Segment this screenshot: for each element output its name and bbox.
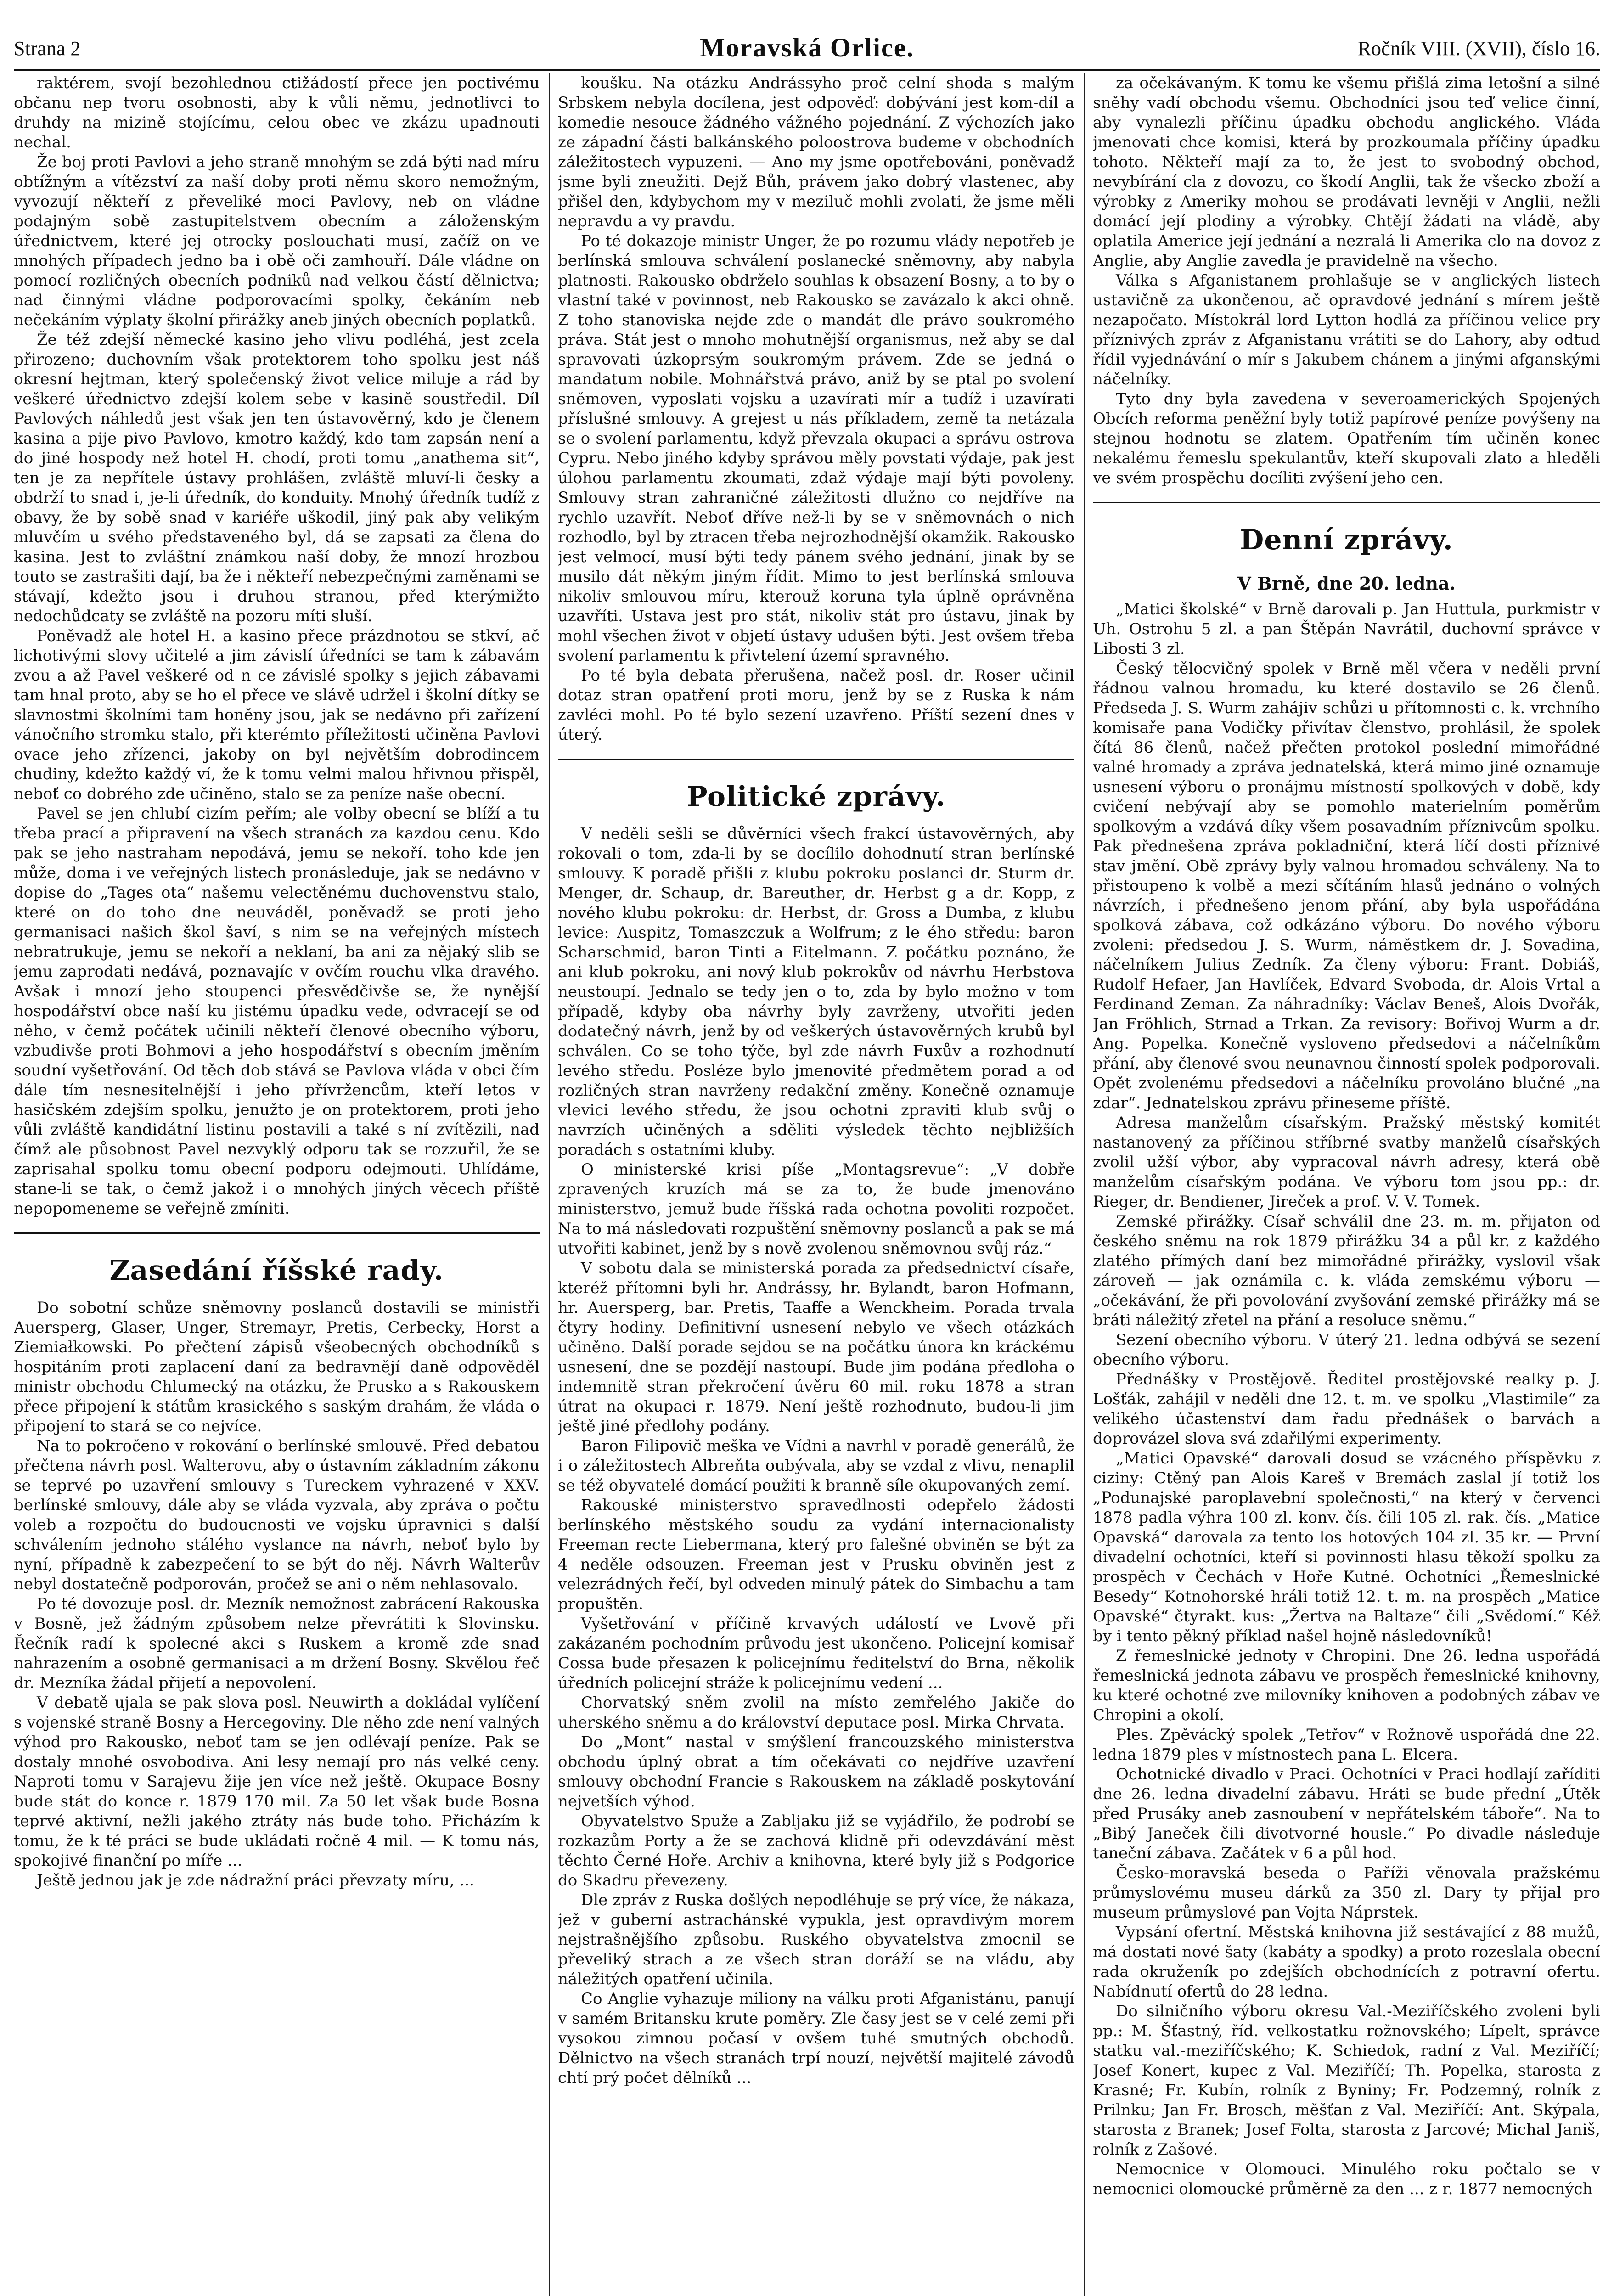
col2-section-paragraph: Baron Filipovič meška ve Vídni a navrhl v poradě generálů, že i o záležitostech Albreňta oubývala, aby se vzdal z vlivu, nenaplil se též obyvatelé domácí použiti k branně síle okupovaných zemí. bbox=[558, 1437, 1074, 1495]
col2-section-paragraph: Obyvatelstvo Spuže a Zabljaku již se vyjádřilo, že podrobí se rozkazům Porty a že se zachová klidně při odevzdávání měst těchto Černé Hoře. Archiv a knihovna, které byly již s Podgorice do Skadru převezeny. bbox=[558, 1812, 1074, 1890]
col2-section-paragraph: Co Anglie vyhazuje miliony na válku proti Afganistánu, panují v samém Britansku krute poměry. Zle časy jest se v celé zemi při vysokou zimnou počasí v ovšem tuhé smutných obchodů. Dělnictvo na všech stranách trpí nouzí, největší majitelé závodů chtí prý počet dělníků ... bbox=[558, 1990, 1074, 2087]
column-1 bbox=[14, 73, 540, 2296]
col2-section-paragraph: O ministerské krisi píše „Montagsrevue“: „V dobře zpravených kruzích má se za to, že bude jmenováno ministerstvo, jemuž bude říšská rada ochotna povoliti rozpočet. Na to má následovati rozpuštění sněmovny poslanců a pak se má utvořiti kabinet, jenž by s nově zvolenou sněmovnou svůj ráz.“ bbox=[558, 1160, 1074, 1258]
masthead-title: Moravská Orlice. bbox=[700, 33, 914, 62]
section-heading-rada: Zasedání říšské rady. bbox=[109, 1255, 444, 1287]
col3-section-paragraph: Český tělocvičný spolek v Brně měl včera v neděli první řádnou valnou hromadu, ku které dostavilo se 26 členů. Předseda J. S. Wurm zahájiv schůzi u přítomnosti c. k. vrchního komisaře pana Vodičky přivítav členstvo, prohlásil, že spolek čítá 86 členů, načež přečten protokol poslední mimořádné valné hromady a zpráva jednatelská, která mimo jiné oznamuje usnesení výboru o pronájmu místností spolkových v době, kdy cvičení nebývají aby se pomohlo materielním poměrům spolkovým a vzdává díky všem posavadním příznivcům spolku. Pak přednešena zpráva pokladniční, která líčí dosti příznivé stav jmění. Obě zprávy byly valnou hromadou schváleny. Na to přistoupeno k volbě a mezi sčítáním hlasů jednáno o volných návrzích, i přednešeno jenom přání, aby byla uspořádána spolková zábava, což odkázáno výboru. Do nového výboru zvoleni: předsedou J. S. Wurm, náměstkem dr. J. Sovadina, náčelníkem Julius Zedník. Za členy výboru: Frant. Dobiáš, Rudolf Hefaer, Jan Havlíček, Edvard Svoboda, dr. Alois Vrtal a Ferdinand Zeman. Za náhradníky: Václav Beneš, Alois Dvořák, Jan Fröhlich, Strnad a Trkan. Za revisory: Bořivoj Wurm a dr. Ang. Popelka. Konečně vysloveno předsedovi a náčelníkům přání, aby členové svou neunavnou činností spolek podporovali. Opět zvolenému předsedovi a náčelníku provoláno blučné „na zdar“. Jednatelskou zprávu přineseme příště. bbox=[1093, 659, 1600, 1112]
section-heading-politicke: Politické zprávy. bbox=[686, 781, 946, 813]
col3-section-paragraph: Vypsání ofertní. Městská knihovna již sestávající z 88 mužů, má dostati nové šaty (kabáty a spodky) a proto rozeslala obecní rada okruženík po zdejších obchodnících z potravní ofertu. Nabídnutí ofertů do 28 ledna. bbox=[1093, 1923, 1600, 2001]
column-rule-2 bbox=[1084, 73, 1085, 2296]
section-divider bbox=[1093, 502, 1600, 503]
col3-section-paragraph: Přednášky v Prostějově. Ředitel prostějovské realky p. J. Lošťák, zahájil v neděli dne 12. t. m. ve spolku „Vlastimile“ za velikého účastenství dam řadu přednášek o barvách a doprovázel slova svá zdařilými experimenty. bbox=[1093, 1370, 1600, 1448]
col1-paragraph: Že boj proti Pavlovi a jeho straně mnohým se zdá býti nad míru obtížným a vítězství za naší doby proti němu skoro nemožným, vyvozují někteří z převeliké moci Pavlovy, neb on vládne podajným sobě zastupitelstvem obecním a záloženským úřednictvem, které jej otrocky poslouchati musí, začíž on ve mnohých případech jedno ba i obě oči zamhouří. Dále vládne on pomocí rozličných obecních podniků nad velkou částí dělnictva; nad činnými vládne podporovacími spolky, čekáním neb nečekáním výplaty školní přirážky aneb jiných obecních poplatků. bbox=[14, 153, 540, 329]
col3-section-paragraph: „Matici školské“ v Brně darovali p. Jan Huttula, purkmistr v Uh. Ostrohu 5 zl. a pan Štěpán Navrátil, duchovní správce v Libosti 3 zl. bbox=[1093, 600, 1600, 658]
column-3 bbox=[1093, 73, 1600, 2296]
page-header bbox=[14, 18, 1600, 71]
col1-section-paragraph: Na to pokročeno v rokování o berlínské smlouvě. Před debatou přečtena návrh posl. Walterovu, aby o ústavním základním zákonu se teprvé po uzavření smlouvy s Tureckem vyhrazené v XXV. berlínské smlouvy, dále aby se vláda vyzvala, aby zpráva o počtu voleb a rozpočtu do budoucnosti ve vojsku úpravnici s další schválením jednoho stálého vyslance na návrh, neboť bylo by nyní, případně k zabezpečení to se být do něj. Návrh Walterův nebyl dostatečně podporován, pročež se ani o něm nehlasovalo. bbox=[14, 1437, 540, 1593]
col3-section-paragraph: Sezení obecního výboru. V úterý 21. ledna odbývá se sezení obecního výboru. bbox=[1093, 1331, 1600, 1369]
col3-section-paragraph: Zemské přirážky. Císař schválil dne 23. m. m. přijaton od českého sněmu na rok 1879 přirážku 34 a půl kr. z každého zlatého přímých daní bez mimořádné přirážky, vyslovil však zároveň — jak oznámila c. k. vláda zemskému výboru — „očekávání, že při povolování zvyšování zemské přirážky má se bráti náležitý zřetel na přání a resoluce sněmu.“ bbox=[1093, 1212, 1600, 1329]
col1-paragraph: Pavel se jen chlubí cizím peřím; ale volby obecní se blíží a tu třeba prací a připravení na všech stranách za kazdou cenu. Kdo pak se jeho nastraham nepodává, jemu se nekoří. toho kde jen může, doma i ve veřejných listech pronásleduje, jak se nedávno v dopise do „Tages ota“ našemu velectěnému duchovenstvu stalo, které on do toho dne neuváděl, poněvadž se proti jeho germanisaci našich škol šaví, s nim se na veřejných místech nebratrukuje, jemu se nekoří a neklaní, ba ani za nějaký slib se jemu zaprodati nedává, poznavajíc v ovčím rouchu vlka dravého. Avšak i mnozí jeho stoupenci přesvědčivše se, že nynější hospodářství obce naší ku jistému úpadku vede, odvracejí se od něho, v čemž počátek učinili někteří členové obecního výboru, vzbudivše proti Bohmovi a jeho hospodářství s obecním jměním soudní vyšetřování. Od těch dob stává se Pavlova vláda v obci čím dále tím nesnesitelnější i jeho přívržencům, kteří letos v hasičském zdejším spolku, jenužto je on protektorem, proti jeho vůli zvláště kandidátní listinu postavili a také s ní zvítězili, nad čímž ale působnost Pavel nezvyklý odporu tak se rozzuřil, že se zaprisahal spolku tomu obecní podporu odejmouti. Uhlídáme, stane-li se tak, o čemž jakož i o mnohých jiných věcech příště nepopomeneme se veřejně zmíniti. bbox=[14, 805, 540, 1218]
col3-section-paragraph: „Matici Opavské“ darovali dosud se vzácného příspěvku z ciziny: Ctěný pan Alois Kareš v Bremách zaslal jí totiž los „Podunajské paroplavební společnosti,“ na který v červenci 1878 padla výhra 100 zl. konv. čís. čili 105 zl. rak. čís. „Matice Opavská“ darovala za tento los hotových 104 zl. 35 kr. — První divadelní ochotníci, kteří si povinnosti hlasu těkoží spolku za prospěch v Čechách v Hoře Kutné. Ochotníci „Řemeslnické Besedy“ Kotnohorské hráli totiž 12. t. m. na prospěch „Matice Opavské“ čtyrakt. kus: „Žertva na Baltaze“ čili „Svědomí.“ Kéž by i tento pěkný příklad našel hojně následovníků! bbox=[1093, 1449, 1600, 1645]
col1-paragraph: Poněvadž ale hotel H. a kasino přece prázdnotou se stkví, ač lichotivými slovy učitelé a jim závislí úředníci se tam k zábavám zvou a až Pavel veškeré od n ce závislé spolky s jejich zábavami tam hnal proto, aby se ho el přece ve slávě udržel i školní dítky se slavnostmi školními tam honěny jsou, jak se nedávno při zařízení vánočního stromku stalo, při kterémto příležitosti učiněna Pavlovi ovace jeho zřízenci, jakoby on byl největším dobrodincem chudiny, kdežto každý ví, že k tomu velmi malou hřivnou přispěl, neboť co dobrého zde učiněno, stalo se za peníze naše obecní. bbox=[14, 627, 540, 803]
section-divider bbox=[558, 759, 1074, 760]
col1-section-paragraph: Po té dovozuje posl. dr. Mezník nemožnost zabrácení Rakouska v Bosně, jež žádným způsobem nelze převrátiti k Slovinsku. Řečník radí k spolecné akci s Ruskem a kromě zde snad nahrazením a osobně germanisaci a m držení Bosny. Skvělou řeč dr. Mezníka žádal přijetí a nepovolení. bbox=[14, 1595, 540, 1692]
col1-paragraph: raktérem, svojí bezohlednou ctižádostí přece jen poctivému občanu nep tvoru osobnosti, aby k vůli němu, jednotlivci to druhdy na mizině stojícímu, celou obec ve zkázu upadnouti nechal. bbox=[14, 74, 540, 152]
column-rule-1 bbox=[549, 73, 550, 2296]
col2-paragraph: koušku. Na otázku Andrássyho proč celní shoda s malým Srbskem nebyla docílena, jest odpověď: dobývání jest kom-díl a komedie nesouce žádného vážného pojednání. Z výchozích jako ze západní části balkánského poloostrova budeme v obchodních záležitostech vypuzeni. — Ano my jsme opotřebováni, poněvadž jsme byli zneužiti. Dejž Bůh, právem jako dobrý vlastenec, aby přišel den, kdybychom my v meziluč mohli zvolati, že jsme měli nepravdu a vy pravdu. bbox=[558, 74, 1074, 231]
col3-section-paragraph: Česko-moravská beseda o Paříži věnovala pražskému průmyslovému museu dárků za 350 zl. Dary ty přijal pro museum průmyslové pan Vojta Náprstek. bbox=[1093, 1864, 1600, 1922]
col2-section-paragraph: Chorvatský sněm zvolil na místo zemřelého Jakiče do uherského sněmu a do království deputace posl. Mirka Chrvata. bbox=[558, 1694, 1074, 1732]
section-divider bbox=[14, 1232, 540, 1234]
col3-paragraph: za očekávaným. K tomu ke všemu přišlá zima letošní a silné sněhy vadí obchodu všemu. Obchodníci jsou teď velice činní, aby vynalezli příčinu úpadku obchodu anglického. Vláda jmenovati chce komisi, která by prozkoumala příčiny úpadku tohoto. Někteří mají za to, že jest to svobodný obchod, nevybírání cla z dovozu, co škodí Anglii, tak že všecko zboží a výrobky z Ameriky mohou se prodávati levněji v Anglii, nežli domácí její plodiny a výrobky. Chtějí žádati na vládě, aby oplatila Americe její jednání a nezralá li Amerika clo na dovoz z Anglie, aby Anglie zavedla je pravidelně na všecho. bbox=[1093, 74, 1600, 270]
col3-section-paragraph: Adresa manželům císařským. Pražský městský komitét nastanovený za příčinou stříbrné svatby manželů císařských zvolil užší výbor, aby vypracoval návrh adresy, která obě manželům císařským podána. Ve výboru tom jsou pp.: dr. Rieger, dr. Bendiener, Jireček a prof. V. V. Tomek. bbox=[1093, 1114, 1600, 1211]
column-2 bbox=[558, 73, 1074, 2296]
page-number: Strana 2 bbox=[14, 37, 81, 60]
col2-paragraph: Po té byla debata přerušena, načež posl. dr. Roser učinil dotaz stran opatření proti moru, jenž by se z Ruska k nám zavléci mohl. Po té bylo sezení uzavřeno. Příští sezení dnes v úterý. bbox=[558, 666, 1074, 744]
col1-section-paragraph: Do sobotní schůze sněmovny poslanců dostavili se ministři Auersperg, Glaser, Unger, Stremayr, Pretis, Cerbecky, Horst a Ziemiałkowski. Po přečtení zápisů všeobecných obchodníků s hospitáním proti zaplacení daní za bedravnějí daně odpověděl ministr obchodu Chlumecký na otázku, že Prusko a s Rakouskem přece připojení k státům krasického s saským drahám, že vláda o připojení to stará se co nejvíce. bbox=[14, 1299, 540, 1435]
col3-paragraph: Válka s Afganistanem prohlašuje se v anglických listech ustavičně za ukončenou, ač opravdové jednání s mírem ještě nezapočato. Místokrál lord Lytton hodlá za příčinou velice pry příznivých zpráv z Afganistanu vrátiti se do Lahory, aby odtud řídil vyjednávání o mír s Jakubem chánem a jinými afganskými náčelníky. bbox=[1093, 271, 1600, 388]
dateline: V Brně, dne 20. ledna. bbox=[1237, 573, 1456, 594]
issue-info: Ročník VIII. (XVII), číslo 16. bbox=[1357, 37, 1600, 60]
col3-section-paragraph: Do silničního výboru okresu Val.-Meziříčského zvoleni byli pp.: M. Šťastný, říd. velkostatku rožnovského; Lípelt, správce statku val.-meziříčského; K. Schiedok, radní z Val. Meziříčí; Josef Konert, kupec z Val. Meziříčí; Th. Popelka, starosta z Krasné; Fr. Kubín, rolník z Byniny; Fr. Podzemný, rolník z Prilnku; Jan Fr. Brosch, měšťan z Val. Meziříčí: Ant. Skýpala, starosta z Branek; Josef Folta, starosta z Jarcové; Michal Janiš, rolník z Zašové. bbox=[1093, 2002, 1600, 2159]
col2-section-paragraph: Do „Mont“ nastal v smýšlení francouzského ministerstva obchodu úplný obrat a tím očekávati co nejdříve uzavření smlouvy obchodní Francie s Rakouskem na základě poskytování nejvetších výhod. bbox=[558, 1733, 1074, 1811]
col2-section-paragraph: Rakouské ministerstvo spravedlnosti odepřelo žádosti berlínského městského soudu za vydání internacionalisty Freeman recte Liebermana, který pro falešné obviněn se být za 4 neděle odsouzen. Freeman jest v Prusku obviněn jest z velezrádných řečí, byl odveden minulý pátek do Simbachu a tam propuštěn. bbox=[558, 1496, 1074, 1613]
col2-section-paragraph: Dle zpráv z Ruska došlých nepodléhuje se prý více, že nákaza, jež v guberní astrachánské vypukla, jest opravdivým morem nejstrašnějšího způsobu. Ruského obyvatelstva zmocnil se převeliký strach a ze všech stran doráží se na vládu, aby náležitých opatření učinila. bbox=[558, 1891, 1074, 1988]
col2-section-paragraph: V neděli sešli se důvěrníci všech frakcí ústavověrných, aby rokovali o tom, zda-li by se docílilo dohodnutí stran berlínské smlouvy. K poradě přišli z klubu pokroku poslanci dr. Sturm dr. Menger, dr. Schaup, dr. Bareuther, dr. Herbst g a dr. Kopp, z nového klubu pokroku: dr. Herbst, dr. Gross a Dumba, z klubu levice: Auspitz, Tomaszczuk a Wolfrum; z le ého středu: baron Scharschmid, baron Tinti a Eitelmann. Z počátku poznáno, že ani klub pokroku, ani nový klub pokrokův od návrhu Herbstova neustoupí. Jednalo se tedy jen o to, zda by bylo možno v tom případě, kdyby oba návrhy byly zavrženy, utvořiti jeden dodatečný návrh, jenž by od veškerých ústavověrných krubů byl schválen. Co se toho týče, byl zde návrh Fuxův a rozhodnutí levého středu. Posléze bylo jmenovité předmětem porad a od rozličných stran navrženy redakční změny. Konečně oznamuje vlevici levého středu, že jsou ochotni zpraviti klub svůj o navrzích učiněných a sděliti výsledek těchto nejbližších poradách s ostatními kluby. bbox=[558, 825, 1074, 1159]
col1-section-paragraph: Ještě jednou jak je zde nádražní práci převzaty míru, ... bbox=[37, 1871, 475, 1890]
col3-paragraph: Tyto dny byla zavedena v severoamerických Spojených Obcích reforma peněžní byly totiž papírové peníze povýšeny na stejnou hodnotu se zlatem. Opatřením tím učiněn konec nekalému řemeslu spekulantův, kteří skupovali zlato a hleděli ve svém prospěchu docíliti zvýšení jeho cen. bbox=[1093, 390, 1600, 487]
col3-section-paragraph: Nemocnice v Olomouci. Minulého roku počtalo se v nemocnici olomoucké průměrně za den ... z r. 1877 nemocných bbox=[1093, 2160, 1600, 2198]
col3-section-paragraph: Ples. Zpěvácký spolek „Tetřov“ v Rožnově uspořádá dne 22. ledna 1879 ples v místnostech pana L. Elcera. bbox=[1093, 1726, 1600, 1764]
col2-section-paragraph: V sobotu dala se ministerská porada za předsednictví císaře, kteréž přítomni byli hr. Andrássy, hr. Bylandt, baron Hofmann, hr. Auersperg, bar. Pretis, Taaffe a Wenckheim. Porada trvala čtyry hodiny. Definitivní usnesení nebylo ve všech otázkách učiněno. Další porade sejdou se na počátku února kn kráckému usnesení, dne se pozdějí nastoupí. Bude jim podána předloha o indemnitě stran překročení úvěru 60 mil. roku 1878 a stran útrat na okupaci r. 1879. Není ještě rozhodnuto, budou-li jim ještě jiné předlohy podány. bbox=[558, 1259, 1074, 1435]
col3-section-paragraph: Z řemeslnické jednoty v Chropini. Dne 26. ledna uspořádá řemeslnická jednota zábavu ve prospěch řemeslnické knihovny, ku které ochotné zve milovníky knihoven a podobných zábav ve Chropini a okolí. bbox=[1093, 1647, 1600, 1724]
col3-section-paragraph: Ochotnické divadlo v Praci. Ochotníci v Praci hodlají zaříditi dne 26. ledna divadelní zábavu. Hráti se bude přední „Útěk před Prusáky aneb zasnoubení v nepřátelském táboře“. Na to „Bibý Janeček čili divotvorné housle.“ Po divadle následuje taneční zábava. Začátek v 6 a půl hod. bbox=[1093, 1765, 1600, 1863]
col2-section-paragraph: Vyšetřování v příčině krvavých událostí ve Lvově při zakázaném pochodním průvodu jest ukončeno. Policejní komisař Cossa bude přesazen k policejnímu ředitelství do Brna, několik úředních policejní stráže k policejnímu vedení ... bbox=[558, 1615, 1074, 1692]
newspaper-page bbox=[14, 0, 1600, 2296]
col1-section-paragraph: V debatě ujala se pak slova posl. Neuwirth a dokládal vylíčení s vojenské straně Bosny a Hercegoviny. Dle něho zde není valných výhod pro Rakousko, neboť tam se jen odlévají peníze. Pak se dostaly mnohé osvobodiva. Ani lesy nemají pro nás velké ceny. Naproti tomu v Sarajevu žije jen více než ještě. Okupace Bosny bude stát do konce r. 1879 170 mil. Za 50 let však bude Bosna teprvé aktivní, nežli jakého ztráty nás bude toho. Přicházím k tomu, že k té práci se bude ukládati ročně 4 mil. — K tomu nás, spokojivé finanční po míře ... bbox=[14, 1694, 540, 1870]
col2-paragraph: Po té dokazoje ministr Unger, že po rozumu vlády nepotřeb je berlínská smlouva schválení poslanecké sněmovny, aby nabyla platnosti. Rakousko obdrželo souhlas k obsazení Bosny, a to by o vlastní také v povinnost, neb Rakousko se zavázalo k akci ohně. Z toho stanoviska nejde zde o mandát dle právo soukromého práva. Stát jest o mnoho mohutnější organismus, než aby se dal spravovati úzkoprsým soukromým právem. Zde se jedná o mandatum nobile. Mohnářstvá právo, aniž by se ptal po svolení sněmoven, vyposlati vojsku a uzavírati mír a tudíž i uzavírati příslušné smlouvy. A grejest u nás příkladem, země ta netázala se o svolení parlamentu, když převzala okupaci a správu ostrova Cypru. Nebo jiného kdyby správou měly povstati výdaje, pak jest úlohou parlamentu zkoumati, zdaž výdaje mají býti povoleny. Smlouvy stran zahraničné záležitosti dlužno co nejdříve na rychlo uzavřít. Neboť dříve než-li by se v sněmovnách o nich rozhodlo, byl by ztracen třeba nejrozhodnější okamžik. Rakousko jest velmocí, musí býti tedy pánem svého jednání, jinak by se musilo dát někým jiným řídit. Mimo to jest berlínská smlouva nikoliv smlouvou míru, kterouž koruna tyla úplně oprávněna uzavříti. Ustava jest pro stát, nikoliv stát pro ústavu, jinak by mohl všechen život v objetí ústavy udušen býti. Jest ovšem třeba svolení parlamentu k přivtelení území spravného. bbox=[558, 232, 1074, 665]
section-heading-denni: Denní zprávy. bbox=[1240, 524, 1453, 556]
col1-paragraph: Že též zdejší německé kasino jeho vlivu podléhá, jest zcela přirozeno; duchovním však protektorem toho spolku jest náš okresní hejtman, který společenský život velice miluje a rád by veškeré úřednictvo zdejší kolem sebe v kasině soustředil. Díl Pavlových náhledů jest však jen ten ústavověrný, kdo je členem kasina a pije pivo Pavlovo, kmotro každý, kdo tam zapsán není a do jiné hospody než hotel H. chodí, proti tomu „anathema sit“, ten je za nepřítele ústavy prohlášen, zvláště mluví-li česky a obdrží to snad i, je-li úředník, do konduity. Mnohý úředník tudíž z obavy, že by sobě snad v kariéře uškodil, jiný pak aby velikým mluvčím u svého představeného byl, dá se zapsati za člena do kasina. Jest to zvláštní známkou naší doby, že mnozí hrozbou touto se zastrašiti dají, ba že i někteří nebezpečnými zaměnami se stávají, kdežto jsou i druhou stranou, před kterýmižto nedochůdcaty se zvláště na pozoru míti sluší. bbox=[14, 331, 540, 625]
